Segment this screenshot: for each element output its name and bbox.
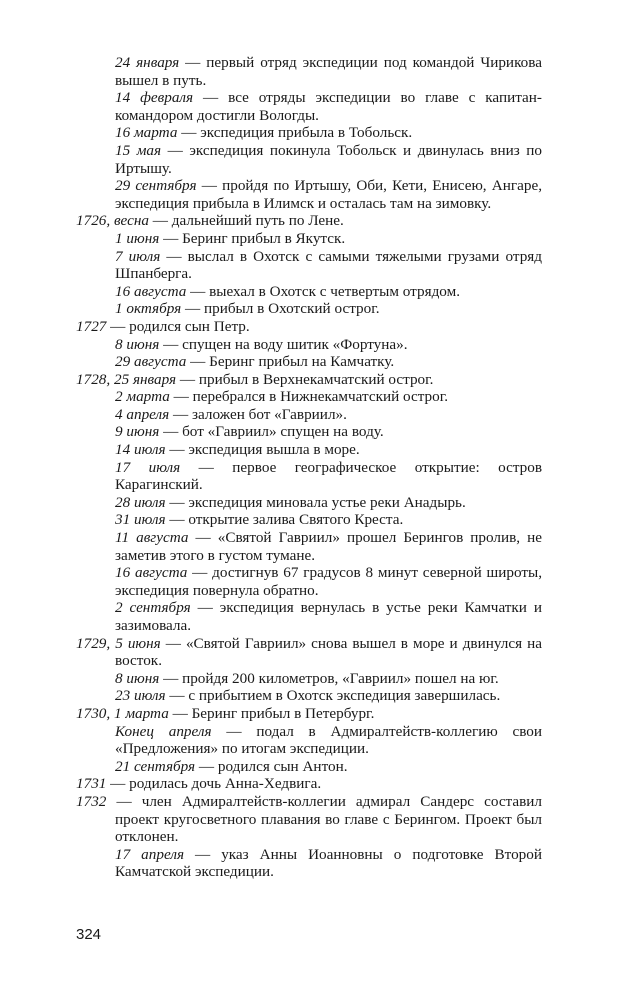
entry-date: 15 мая xyxy=(115,141,162,159)
chronology-entry xyxy=(0,511,619,529)
chronology-entry xyxy=(0,318,619,336)
entry-text: — родился сын Петр. xyxy=(106,317,250,335)
entry-text: — открытие залива Святого Креста. xyxy=(165,511,404,529)
chronology-entry xyxy=(0,54,619,89)
chronology-entry xyxy=(0,529,619,564)
entry-text: — бот «Гавриил» спущен на воду. xyxy=(159,423,384,441)
entry-date: 1727 xyxy=(76,317,107,335)
entry-date: 2 марта xyxy=(115,388,170,406)
entry-date: 28 июля xyxy=(115,493,166,511)
chronology-entry xyxy=(0,793,619,846)
chronology-entry xyxy=(0,423,619,441)
entry-date: 8 июня xyxy=(115,669,160,687)
entry-text: — пройдя 200 километров, «Гавриил» пошел на юг. xyxy=(159,669,499,687)
chronology-entry xyxy=(0,336,619,354)
entry-text: — член Адмиралтейств-коллегии адмирал Сандерс составил проект кругосветного плавания во главе с Берингом. Проект был отклонен. xyxy=(106,792,542,846)
entry-date: 14 июля xyxy=(115,441,166,459)
entry-date: 29 августа xyxy=(115,353,187,371)
entry-date: 1732 xyxy=(76,792,107,810)
chronology-entry xyxy=(0,564,619,599)
entry-date: 17 июля xyxy=(115,458,181,476)
entry-text: — родился сын Антон. xyxy=(195,757,348,775)
entry-text: — указ Анны Иоанновны о подготовке Второй Камчатской экспедиции. xyxy=(115,845,542,881)
entry-text: — «Святой Гавриил» снова вышел в море и двинулся на восток. xyxy=(115,634,542,670)
chronology-entry xyxy=(0,670,619,688)
entry-text: — экспедиция вернулась в устье реки Камчатки и зазимовала. xyxy=(115,599,543,634)
entry-text: — «Святой Гавриил» прошел Берингов пролив, не заметив этого в густом тумане. xyxy=(115,529,543,564)
entry-text: — экспедиция покинула Тобольск и двинулась вниз по Иртышу. xyxy=(115,141,542,177)
chronology-entry xyxy=(0,441,619,459)
entry-text: — экспедиция вышла в море. xyxy=(165,441,360,459)
chronology-entry xyxy=(0,494,619,512)
entry-text: — прибыл в Охотский острог. xyxy=(181,300,380,318)
entry-text: — подал в Адмиралтейств-коллегию свои «Предложения» по итогам экспедиции. xyxy=(115,722,542,758)
chronology-entry xyxy=(0,459,619,494)
chronology-entry xyxy=(0,353,619,371)
chronology-entry xyxy=(0,687,619,705)
entry-text: — первое географическое открытие: остров Карагинский. xyxy=(115,458,542,494)
entry-date: 4 апреля xyxy=(115,405,170,423)
entry-date: 1728, 25 января xyxy=(76,370,177,388)
entry-date: 1730, 1 марта xyxy=(76,704,169,722)
entry-text: — выехал в Охотск с четвертым отрядом. xyxy=(186,282,461,300)
chronology-entry xyxy=(0,758,619,776)
entry-date: 1726, весна xyxy=(76,212,149,230)
entry-text: — выслал в Охотск с самыми тяжелыми грузами отряд Шпанберга. xyxy=(115,247,542,283)
entry-text: — родилась дочь Анна-Хедвига. xyxy=(106,775,322,793)
entry-date: 24 января xyxy=(115,54,180,71)
chronology-entry xyxy=(0,142,619,177)
chronology-entry xyxy=(0,599,619,634)
chronology-entry xyxy=(0,705,619,723)
entry-date: 16 августа xyxy=(115,282,187,300)
chronology-entry xyxy=(0,283,619,301)
chronology-entry xyxy=(0,846,619,881)
entry-date: 14 февраля xyxy=(115,89,194,107)
entry-date: 31 июля xyxy=(115,511,166,529)
entry-date: 1729, 5 июня xyxy=(76,634,161,652)
entry-date: Конец апреля xyxy=(115,722,212,740)
entry-date: 16 августа xyxy=(115,564,188,582)
entry-text: — Беринг прибыл на Камчатку. xyxy=(186,353,395,371)
chronology-list xyxy=(0,54,619,881)
entry-date: 1731 xyxy=(76,775,107,793)
entry-date: 16 марта xyxy=(115,124,178,142)
entry-date: 21 сентября xyxy=(115,757,196,775)
entry-date: 1 октября xyxy=(115,300,182,318)
chronology-entry xyxy=(0,124,619,142)
chronology-entry xyxy=(0,300,619,318)
chronology-entry xyxy=(0,230,619,248)
chronology-entry xyxy=(0,388,619,406)
entry-date: 17 апреля xyxy=(115,845,185,863)
entry-text: — достигнув 67 градусов 8 минут северной широты, экспедиция повернула обратно. xyxy=(115,564,542,599)
entry-date: 9 июня xyxy=(115,423,160,441)
chronology-entry xyxy=(0,635,619,670)
chronology-entry xyxy=(0,723,619,758)
entry-text: — пройдя по Иртышу, Оби, Кети, Енисею, Ангаре, экспедиция прибыла в Илимск и осталась там на зимовку. xyxy=(115,177,542,212)
entry-text: — спущен на воду шитик «Фортуна». xyxy=(159,335,408,353)
chronology-entry xyxy=(0,89,619,124)
entry-text: — с прибытием в Охотск экспедиция завершилась. xyxy=(165,687,501,705)
entry-text: — экспедиция миновала устье реки Анадырь. xyxy=(165,493,466,511)
entry-text: — все отряды экспедиции во главе с капитан-командором достигли Вологды. xyxy=(115,89,542,124)
page-number: 324 xyxy=(76,926,102,943)
entry-date: 29 сентября xyxy=(115,177,197,195)
chronology-entry xyxy=(0,177,619,212)
entry-date: 7 июля xyxy=(115,247,161,265)
entry-date: 1 июня xyxy=(115,229,160,247)
entry-date: 2 сентября xyxy=(115,599,191,617)
chronology-entry xyxy=(0,775,619,793)
chronology-entry xyxy=(0,212,619,230)
entry-date: 8 июня xyxy=(115,335,160,353)
entry-text: — дальнейший путь по Лене. xyxy=(148,212,344,230)
chronology-entry xyxy=(0,248,619,283)
entry-date: 23 июля xyxy=(115,687,166,705)
entry-text: — прибыл в Верхнекамчатский острог. xyxy=(176,370,434,388)
entry-text: — перебрался в Нижнекамчатский острог. xyxy=(169,388,449,406)
entry-text: — Беринг прибыл в Петербург. xyxy=(168,704,375,722)
entry-text: — заложен бот «Гавриил». xyxy=(169,405,347,423)
chronology-entry xyxy=(0,371,619,389)
entry-text: — первый отряд экспедиции под командой Чирикова вышел в путь. xyxy=(115,54,542,89)
entry-text: — Беринг прибыл в Якутск. xyxy=(159,229,346,247)
chronology-entry xyxy=(0,406,619,424)
entry-text: — экспедиция прибыла в Тобольск. xyxy=(177,124,413,142)
entry-date: 11 августа xyxy=(115,529,189,547)
